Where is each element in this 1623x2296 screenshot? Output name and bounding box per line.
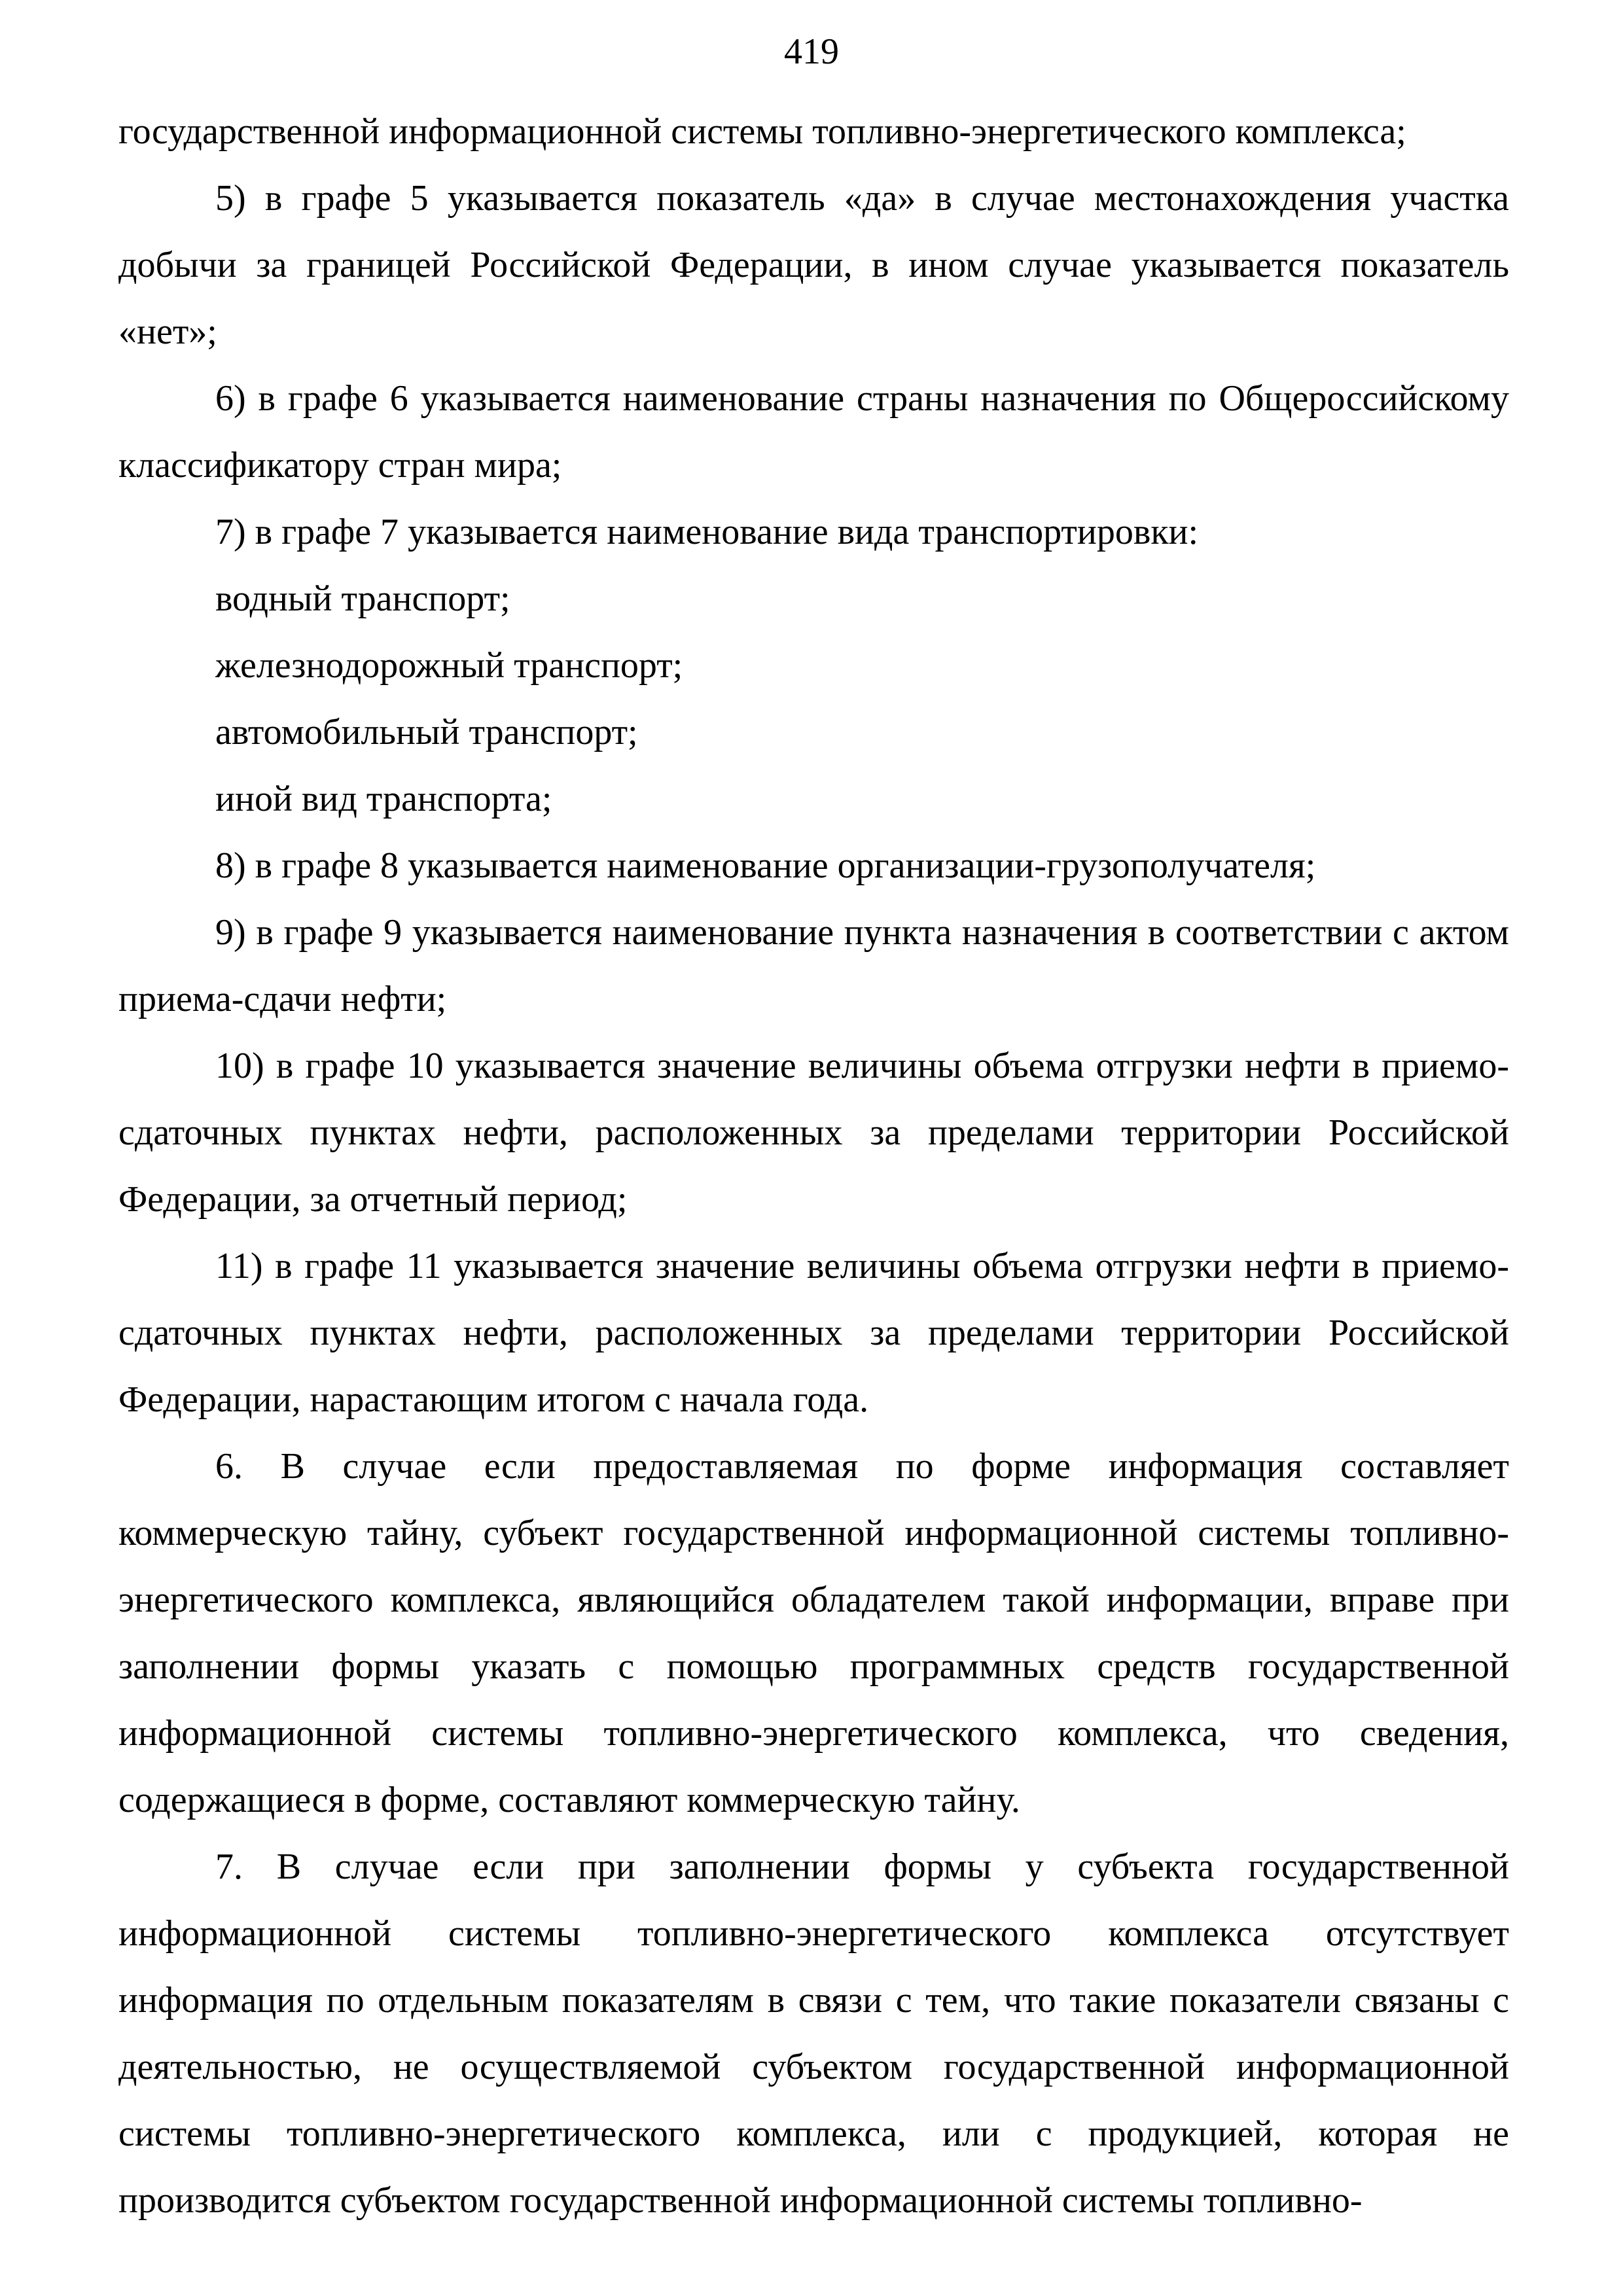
paragraph-item-9: 9) в графе 9 указывается наименование пункта назначения в соответствии с актом приема-сдачи нефти; — [118, 912, 1509, 1019]
paragraph-section-6: 6. В случае если предоставляемая по форме информация составляет коммерческую тайну, субъект государственной информационной системы топливно-энергетического комплекса, являющийся обладателем такой информации, вправе при заполнении формы указать с помощью программных средств государственной информационной системы топливно-энергетического комплекса, что сведения, содержащиеся в форме, составляют коммерческую тайну. — [118, 1446, 1509, 1820]
paragraph-item-7: 7) в графе 7 указывается наименование вида транспортировки: — [215, 512, 1199, 552]
transport-type-other: иной вид транспорта; — [215, 779, 552, 819]
paragraph-item-11: 11) в графе 11 указывается значение величины объема отгрузки нефти в приемо-сдаточных пунктах нефти, расположенных за пределами территории Российской Федерации, нарастающим итогом с начала года. — [118, 1246, 1509, 1420]
transport-type-water: водный транспорт; — [215, 578, 510, 619]
transport-type-road: автомобильный транспорт; — [215, 712, 638, 752]
paragraph-section-7: 7. В случае если при заполнении формы у субъекта государственной информационной системы топливно-энергетического комплекса отсутствует информация по отдельным показателям в связи с тем, что такие показатели связаны с деятельностью, не осуществляемой субъектом государственной информационной системы топливно-энергетического комплекса, или с продукцией, которая не производится субъектом государственной информационной системы топливно- — [118, 1846, 1509, 2221]
paragraph-item-10: 10) в графе 10 указывается значение величины объема отгрузки нефти в приемо-сдаточных пунктах нефти, расположенных за пределами территории Российской Федерации, за отчетный период; — [118, 1046, 1509, 1220]
document-body — [118, 98, 1509, 2234]
paragraph-item-6: 6) в графе 6 указывается наименование страны назначения по Общероссийскому классификатору стран мира; — [118, 378, 1509, 486]
paragraph-item-5: 5) в графе 5 указывается показатель «да» в случае местонахождения участка добычи за границей Российской Федерации, в ином случае указывается показатель «нет»; — [118, 178, 1509, 352]
paragraph-item-8: 8) в графе 8 указывается наименование организации-грузополучателя; — [215, 845, 1316, 886]
paragraph-continuation: государственной информационной системы топливно-энергетического комплекса; — [118, 111, 1406, 152]
transport-type-rail: железнодорожный транспорт; — [215, 645, 683, 686]
page-number: 419 — [784, 31, 839, 72]
